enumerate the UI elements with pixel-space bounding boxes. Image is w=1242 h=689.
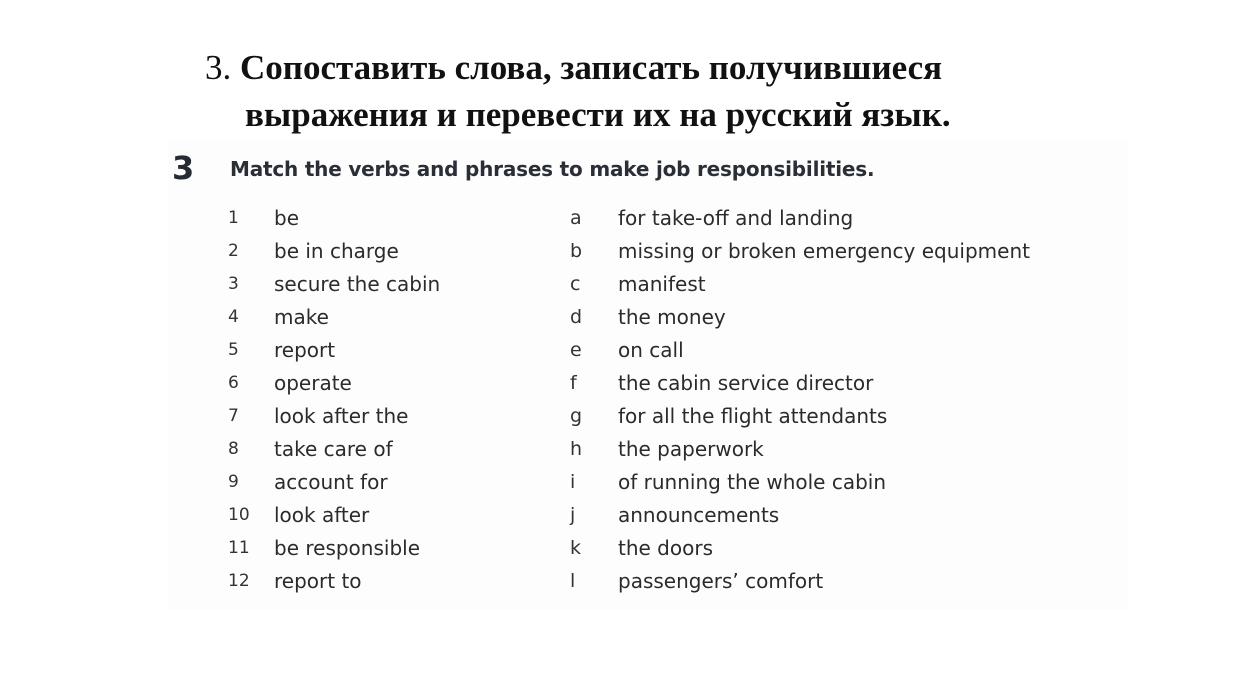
item-number: 11 — [228, 538, 250, 558]
slide-title — [205, 44, 1105, 138]
list-item — [570, 532, 1030, 565]
item-text: the cabin service director — [618, 371, 874, 395]
list-item — [570, 433, 1030, 466]
item-text: manifest — [618, 272, 706, 296]
list-item — [570, 235, 1030, 268]
item-letter: k — [570, 537, 582, 559]
list-item — [228, 400, 440, 433]
item-letter: h — [570, 438, 583, 460]
item-text: on call — [618, 338, 684, 362]
list-item — [228, 367, 440, 400]
list-item — [570, 367, 1030, 400]
task-number: 3. — [205, 48, 232, 87]
list-item — [570, 565, 1030, 598]
item-text: account for — [274, 470, 388, 494]
list-item — [570, 466, 1030, 499]
exercise-instruction: Match the verbs and phrases to make job responsibilities. — [230, 157, 875, 181]
item-letter: g — [570, 405, 583, 427]
item-number: 8 — [228, 439, 239, 459]
item-text: make — [274, 305, 329, 329]
item-number: 4 — [228, 307, 239, 327]
item-text: of running the whole cabin — [618, 470, 887, 494]
phrases-list — [570, 202, 1030, 598]
item-text: announcements — [618, 503, 780, 527]
list-item — [228, 268, 440, 301]
item-text: report to — [274, 569, 362, 593]
item-letter: e — [570, 339, 582, 361]
item-text: be responsible — [274, 536, 421, 560]
item-text: operate — [274, 371, 352, 395]
list-item — [228, 433, 440, 466]
item-letter: d — [570, 306, 583, 328]
list-item — [570, 202, 1030, 235]
item-text: the doors — [618, 536, 713, 560]
exercise-number: 3 — [172, 149, 195, 187]
item-letter: a — [570, 207, 582, 229]
list-item — [228, 565, 440, 598]
list-item — [228, 301, 440, 334]
item-text: secure the cabin — [274, 272, 441, 296]
list-item — [228, 466, 440, 499]
verbs-list — [228, 202, 440, 598]
item-letter: i — [570, 471, 576, 493]
item-text: report — [274, 338, 336, 362]
item-letter: b — [570, 240, 583, 262]
item-text: missing or broken emergency equipment — [618, 239, 1030, 263]
list-item — [570, 400, 1030, 433]
task-title-line-1: Сопоставить слова, записать получившиеся — [240, 48, 943, 87]
item-text: passengers’ comfort — [618, 569, 824, 593]
list-item — [228, 235, 440, 268]
item-text: look after the — [274, 404, 409, 428]
item-number: 10 — [228, 505, 250, 525]
item-number: 5 — [228, 340, 239, 360]
item-text: take care of — [274, 437, 393, 461]
list-item — [228, 532, 440, 565]
item-letter: c — [570, 273, 581, 295]
item-text: for all the flight attendants — [618, 404, 888, 428]
list-item — [228, 334, 440, 367]
list-item — [228, 202, 440, 235]
item-number: 9 — [228, 472, 239, 492]
list-item — [228, 499, 440, 532]
item-number: 2 — [228, 241, 239, 261]
item-text: be in charge — [274, 239, 399, 263]
list-item — [570, 268, 1030, 301]
task-title-line-2: выражения и перевести их на русский язык. — [245, 95, 951, 134]
item-number: 6 — [228, 373, 239, 393]
item-text: the money — [618, 305, 726, 329]
list-item — [570, 499, 1030, 532]
item-letter: j — [570, 504, 576, 526]
item-number: 1 — [228, 208, 239, 228]
item-number: 3 — [228, 274, 239, 294]
item-text: for take-off and landing — [618, 206, 854, 230]
item-text: the paperwork — [618, 437, 764, 461]
item-number: 7 — [228, 406, 239, 426]
item-text: look after — [274, 503, 370, 527]
item-text: be — [274, 206, 299, 230]
list-item — [570, 301, 1030, 334]
item-letter: f — [570, 372, 577, 394]
item-number: 12 — [228, 571, 250, 591]
list-item — [570, 334, 1030, 367]
item-letter: l — [570, 570, 576, 592]
